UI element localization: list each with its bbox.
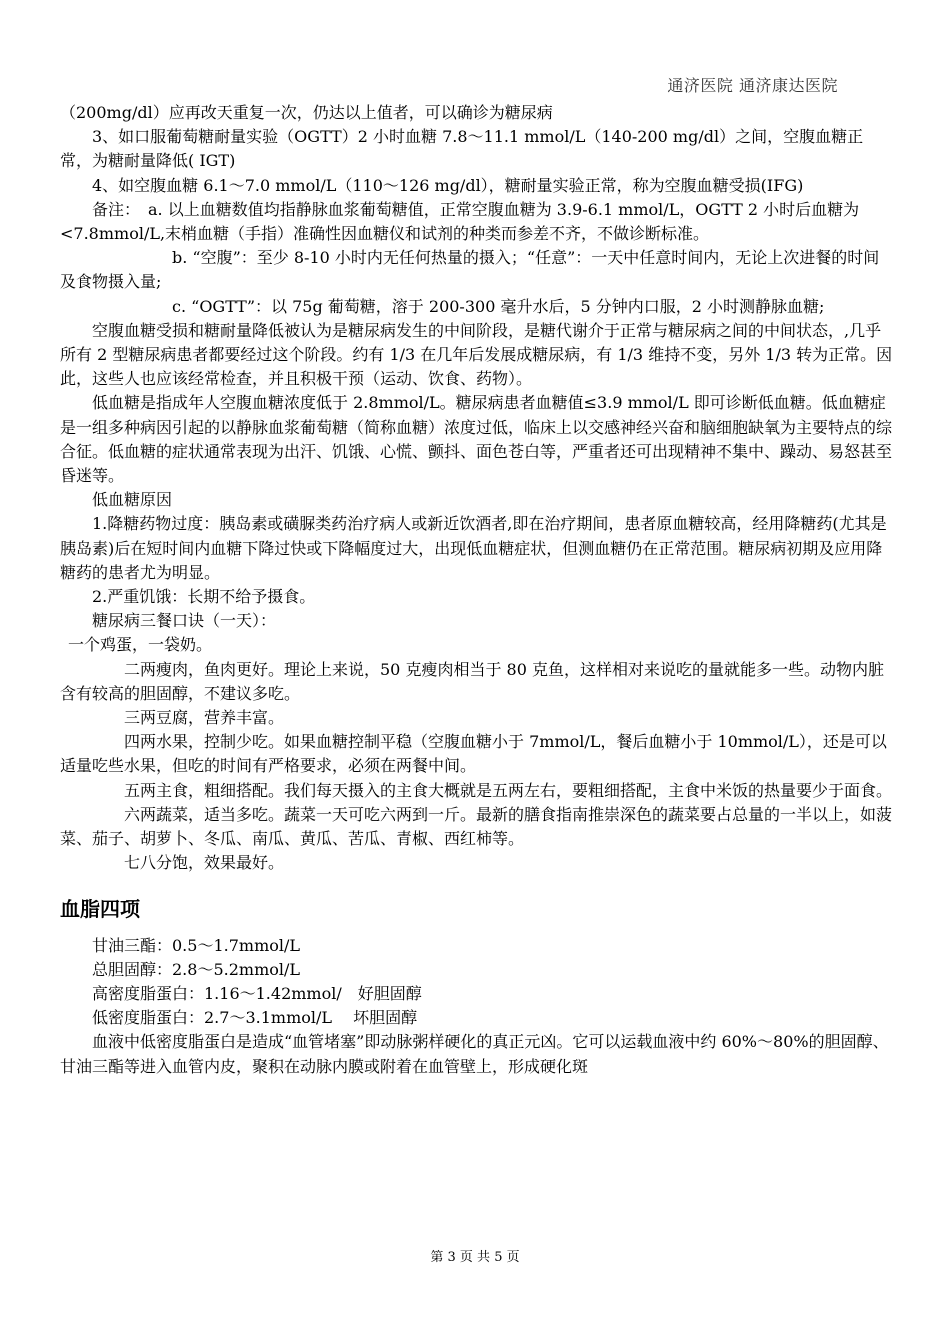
paragraph: 备注： a. 以上血糖数值均指静脉血浆葡萄糖值，正常空腹血糖为 3.9-6.1 mmol/L，OGTT 2 小时后血糖为<7.8mmol/L,末梢血糖（手指）准确性因血糖仪和试剂的种类而参差不齐，不做诊断标准。 [60, 199, 860, 244]
paragraph: 空腹血糖受损和糖耐量降低被认为是糖尿病发生的中间阶段，是糖代谢介于正常与糖尿病之间的中间状态，,几乎所有 2 型糖尿病患者都要经过这个阶段。约有 1/3 在几年后发展成糖尿病，有 1/3 维持不变，另外 1/3 转为正常。因此，这些人也应该经常检查，并且积极干预（运动、饮食、药物）。 [60, 320, 893, 389]
paragraph: 血液中低密度脂蛋白是造成“血管堵塞”即动脉粥样硬化的真正元凶。它可以运载血液中约 60%～80%的胆固醇、甘油三酯等进入血管内皮，聚积在动脉内膜或附着在血管壁上，形成硬化斑 [60, 1032, 889, 1076]
paragraph: 三两豆腐，营养丰富。 [124, 708, 285, 728]
page-header: 通济医院 通济康达医院 [667, 76, 838, 95]
paragraph: 二两瘦肉，鱼肉更好。理论上来说，50 克瘦肉相当于 80 克鱼，这样相对来说吃的量就能多一些。动物内脏含有较高的胆固醇，不建议多吃。 [60, 659, 884, 703]
paragraph: 低血糖原因 [92, 490, 173, 510]
lipid-item: 高密度脂蛋白：1.16～1.42mmol/ 好胆固醇 [92, 983, 422, 1003]
lipid-item: 甘油三酯：0.5～1.7mmol/L [92, 935, 301, 955]
lipid-item: 低密度脂蛋白：2.7～3.1mmol/L 坏胆固醇 [92, 1008, 418, 1028]
paragraph: 五两主食，粗细搭配。我们每天摄入的主食大概就是五两左右，要粗细搭配，主食中米饭的热量要少于面食。 [124, 780, 893, 800]
page-footer: 第 3 页 共 5 页 [430, 1250, 520, 1265]
paragraph: 4、如空腹血糖 6.1～7.0 mmol/L（110～126 mg/dl），糖耐量实验正常，称为空腹血糖受损(IFG) [92, 175, 804, 195]
paragraph: 七八分饱，效果最好。 [124, 853, 285, 873]
paragraph: 一个鸡蛋，一袋奶。 [68, 635, 213, 655]
paragraph: 四两水果，控制少吃。如果血糖控制平稳（空腹血糖小于 7mmol/L，餐后血糖小于 10mmol/L），还是可以适量吃些水果，但吃的时间有严格要求，必须在两餐中间。 [60, 732, 887, 776]
paragraph: 3、如口服葡萄糖耐量实验（OGTT）2 小时血糖 7.8～11.1 mmol/L（140-200 mg/dl）之间，空腹血糖正常，为糖耐量降低( IGT) [60, 127, 864, 171]
section-title: 血脂四项 [60, 896, 140, 921]
paragraph: （200mg/dl）应再改天重复一次，仍达以上值者，可以确诊为糖尿病 [60, 103, 553, 122]
paragraph: 糖尿病三餐口诀（一天）： [92, 611, 277, 631]
paragraph: c. “OGTT”：以 75g 葡萄糖，溶于 200-300 毫升水后，5 分钟内口服，2 小时测静脉血糖; [172, 296, 825, 316]
paragraph: 1.降糖药物过度：胰岛素或磺脲类药治疗病人或新近饮酒者,即在治疗期间，患者原血糖较高，经用降糖药(尤其是胰岛素)后在短时间内血糖下降过快或下降幅度过大，出现低血糖症状，但测血糖仍在正常范围。糖尿病初期及应用降糖药的患者尤为明显。 [60, 514, 887, 582]
paragraph: b. “空腹”：至少 8-10 小时内无任何热量的摄入；“任意”：一天中任意时间内，无论上次进餐的时间及食物摄入量; [60, 248, 880, 292]
document-body [60, 101, 894, 1079]
paragraph: 2.严重饥饿：长期不给予摄食。 [92, 587, 316, 607]
paragraph: 低血糖是指成年人空腹血糖浓度低于 2.8mmol/L。糖尿病患者血糖值≤3.9 mmol/L 即可诊断低血糖。低血糖症是一组多种病因引起的以静脉血浆葡萄糖（简称血糖）浓度过低，临床上以交感神经兴奋和脑细胞缺氧为主要特点的综合征。低血糖的症状通常表现为出汗、饥饿、心慌、颤抖、面色苍白等，严重者还可出现精神不集中、躁动、易怒甚至昏迷等。 [60, 393, 893, 486]
paragraph: 六两蔬菜，适当多吃。蔬菜一天可吃六两到一斤。最新的膳食指南推崇深色的蔬菜要占总量的一半以上，如菠菜、茄子、胡萝卜、冬瓜、南瓜、黄瓜、苦瓜、青椒、西红柿等。 [60, 804, 893, 849]
lipid-item: 总胆固醇：2.8～5.2mmol/L [92, 959, 301, 979]
